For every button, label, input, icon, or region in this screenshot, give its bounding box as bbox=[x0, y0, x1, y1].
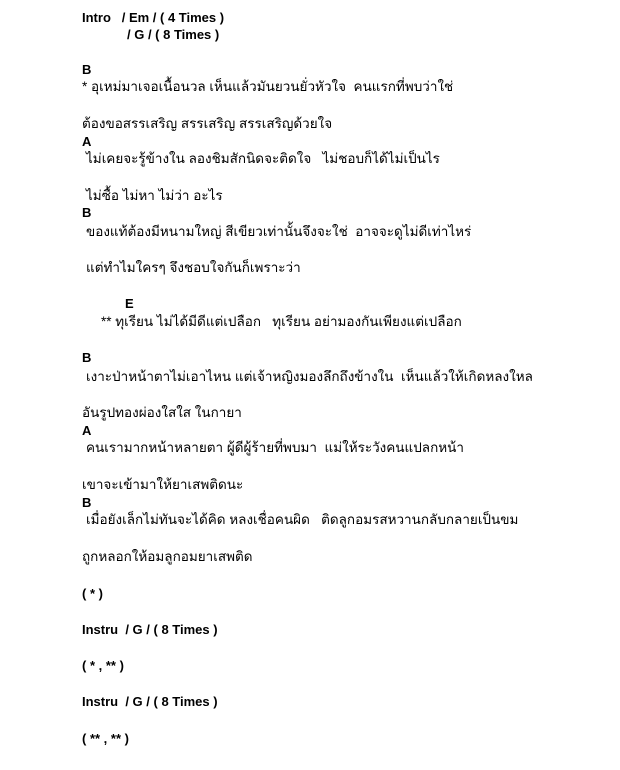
chord-label: A bbox=[82, 134, 92, 149]
intro-line-1: Intro / Em / ( 4 Times ) bbox=[82, 10, 225, 25]
lyric-line: ต้องขอสรรเสริญ สรรเสริญ สรรเสริญด้วยใจ bbox=[82, 116, 333, 131]
instrumental-line: Instru / G / ( 8 Times ) bbox=[82, 622, 218, 637]
chord-label: B bbox=[82, 62, 92, 77]
intro-line-2: / G / ( 8 Times ) bbox=[127, 27, 220, 42]
chord-label: B bbox=[82, 350, 92, 365]
lyric-line: ถูกหลอกให้อมลูกอมยาเสพติด bbox=[82, 549, 253, 564]
instrumental-line: Instru / G / ( 8 Times ) bbox=[82, 694, 218, 709]
lyric-line: แต่ทำไมใครๆ จึงชอบใจกันก็เพราะว่า bbox=[86, 260, 301, 275]
lyric-line: เมื่อยังเล็กไม่ทันจะได้คิด หลงเชื่อคนผิด ติดลูกอมรสหวานกลับกลายเป็นขม bbox=[86, 512, 519, 527]
lyric-line: ** ทุเรียน ไม่ได้มีดีแต่เปลือก ทุเรียน อย่ามองกันเพียงแต่เปลือก bbox=[101, 314, 462, 329]
chord-label: E bbox=[125, 296, 134, 311]
lyric-line: ของแท้ต้องมีหนามใหญ่ สีเขียวเท่านั้นจึงจะใช่ อาจจะดูไม่ดีเท่าไหร่ bbox=[86, 224, 472, 239]
chord-label: B bbox=[82, 205, 92, 220]
repeat-marker: ( ** , ** ) bbox=[82, 731, 129, 746]
repeat-marker: ( * ) bbox=[82, 586, 103, 601]
lyric-line: ไม่เคยจะรู้ข้างใน ลองชิมสักนิดจะติดใจ ไม่ชอบก็ได้ไม่เป็นไร bbox=[86, 151, 440, 166]
chord-label: B bbox=[82, 495, 92, 510]
chord-label: A bbox=[82, 423, 92, 438]
lyric-line: * อุเหม่มาเจอเนื้อนวล เห็นแล้วมันยวนยั่วหัวใจ คนแรกที่พบว่าใช่ bbox=[82, 79, 454, 94]
lyric-line: ไม่ซื้อ ไม่หา ไม่ว่า อะไร bbox=[86, 188, 223, 203]
lyric-line: อันรูปทองผ่องใสใส ในกายา bbox=[82, 405, 242, 420]
lyric-line: เงาะป่าหน้าตาไม่เอาไหน แต่เจ้าหญิงมองลึกถึงข้างใน เห็นแล้วให้เกิดหลงใหล bbox=[86, 369, 533, 384]
lyric-line: คนเรามากหน้าหลายตา ผู้ดีผู้ร้ายที่พบมา แม่ให้ระวังคนแปลกหน้า bbox=[86, 440, 464, 455]
lyric-line: เขาจะเข้ามาให้ยาเสพติดนะ bbox=[82, 477, 244, 492]
repeat-marker: ( * , ** ) bbox=[82, 658, 124, 673]
